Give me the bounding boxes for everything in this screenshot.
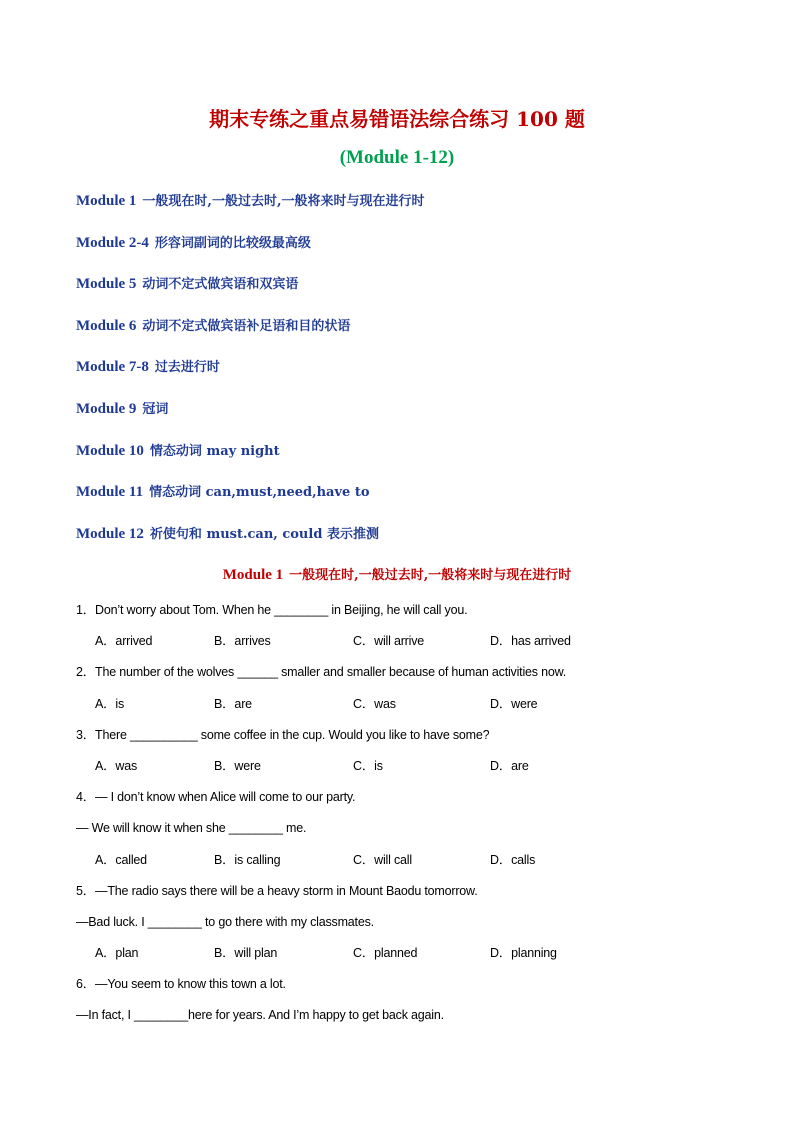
section-heading xyxy=(0,564,794,584)
question-dialogue-line: — We will know it when she ________ me. xyxy=(76,821,307,836)
module-list-item xyxy=(76,273,756,315)
question-stem: 6．—You seem to know this town a lot. xyxy=(76,977,286,992)
module-topic: 冠词 xyxy=(142,401,169,417)
option-b: B．will plan xyxy=(214,946,278,961)
module-list-item xyxy=(76,523,756,565)
module-name: Module 6 xyxy=(76,317,137,334)
question-stem: 5．—The radio says there will be a heavy storm in Mount Baodu tomorrow. xyxy=(76,883,478,898)
option-c: C．will arrive xyxy=(353,634,425,649)
option-a: A．was xyxy=(95,758,138,773)
module-list-item xyxy=(76,440,756,482)
module-list-item xyxy=(76,481,756,523)
page-title: 期末专练之重点易错语法综合练习 100 题 xyxy=(209,107,585,131)
option-b: B．arrives xyxy=(214,634,271,649)
module-list-item xyxy=(76,356,756,398)
module-name: Module 10 xyxy=(76,442,144,459)
option-d: D．planning xyxy=(490,946,557,961)
module-name: Module 11 xyxy=(76,484,144,501)
question-dialogue-line: —In fact, I ________here for years. And I’m happy to get back again. xyxy=(76,1008,444,1023)
question-stem: 2．The number of the wolves ______ smaller and smaller because of human activities now. xyxy=(76,665,567,680)
module-name: Module 7-8 xyxy=(76,359,149,376)
module-name: Module 2-4 xyxy=(76,234,149,251)
option-a: A．arrived xyxy=(95,634,153,649)
module-list-item xyxy=(76,398,756,440)
page-subtitle: (Module 1-12) xyxy=(339,147,455,168)
module-topic: 动词不定式做宾语和双宾语 xyxy=(142,277,299,293)
option-d: D．has arrived xyxy=(490,634,571,649)
module-list xyxy=(76,190,756,564)
module-topic: 情态动词 can,must,need,have to xyxy=(149,485,370,501)
module-topic: 祈使句和 must.can, could 表示推测 xyxy=(149,526,379,542)
option-c: C．will call xyxy=(353,852,412,867)
answer-options xyxy=(76,756,736,787)
section-topic: 一般现在时,一般过去时,一般将来时与现在进行时 xyxy=(289,568,572,583)
question-stem: 3．There __________ some coffee in the cup. Would you like to have some? xyxy=(76,727,490,742)
option-d: D．calls xyxy=(490,852,536,867)
module-topic: 情态动词 may night xyxy=(149,443,280,459)
module-topic: 动词不定式做宾语补足语和目的状语 xyxy=(142,318,351,334)
answer-options xyxy=(76,943,736,974)
module-topic: 过去进行时 xyxy=(154,360,220,376)
option-a: A．is xyxy=(95,696,125,711)
question-list xyxy=(76,600,736,1037)
option-d: D．were xyxy=(490,696,538,711)
section-module: Module 1 xyxy=(222,567,284,583)
option-d: D．are xyxy=(490,758,529,773)
question-dialogue-line: —Bad luck. I ________ to go there with my classmates. xyxy=(76,914,374,929)
module-name: Module 5 xyxy=(76,276,137,293)
option-c: C．is xyxy=(353,758,383,773)
module-name: Module 9 xyxy=(76,400,137,417)
module-list-item xyxy=(76,232,756,274)
option-b: B．are xyxy=(214,696,252,711)
option-a: A．plan xyxy=(95,946,139,961)
option-a: A．called xyxy=(95,852,147,867)
module-topic: 一般现在时,一般过去时,一般将来时与现在进行时 xyxy=(142,194,425,209)
module-list-item xyxy=(76,315,756,357)
option-c: C．was xyxy=(353,696,396,711)
answer-options xyxy=(76,694,736,725)
module-name: Module 12 xyxy=(76,525,144,542)
module-name: Module 1 xyxy=(76,193,137,209)
answer-options xyxy=(76,850,736,881)
module-topic: 形容词副词的比较级最高级 xyxy=(154,235,311,251)
question-stem: 1．Don’t worry about Tom. When he ________ in Beijing, he will call you. xyxy=(76,603,468,617)
option-b: B．is calling xyxy=(214,852,281,867)
answer-options xyxy=(76,631,736,662)
question-stem: 4．— I don’t know when Alice will come to our party. xyxy=(76,790,356,805)
option-b: B．were xyxy=(214,758,261,773)
option-c: C．planned xyxy=(353,946,418,961)
module-list-item xyxy=(76,190,756,232)
